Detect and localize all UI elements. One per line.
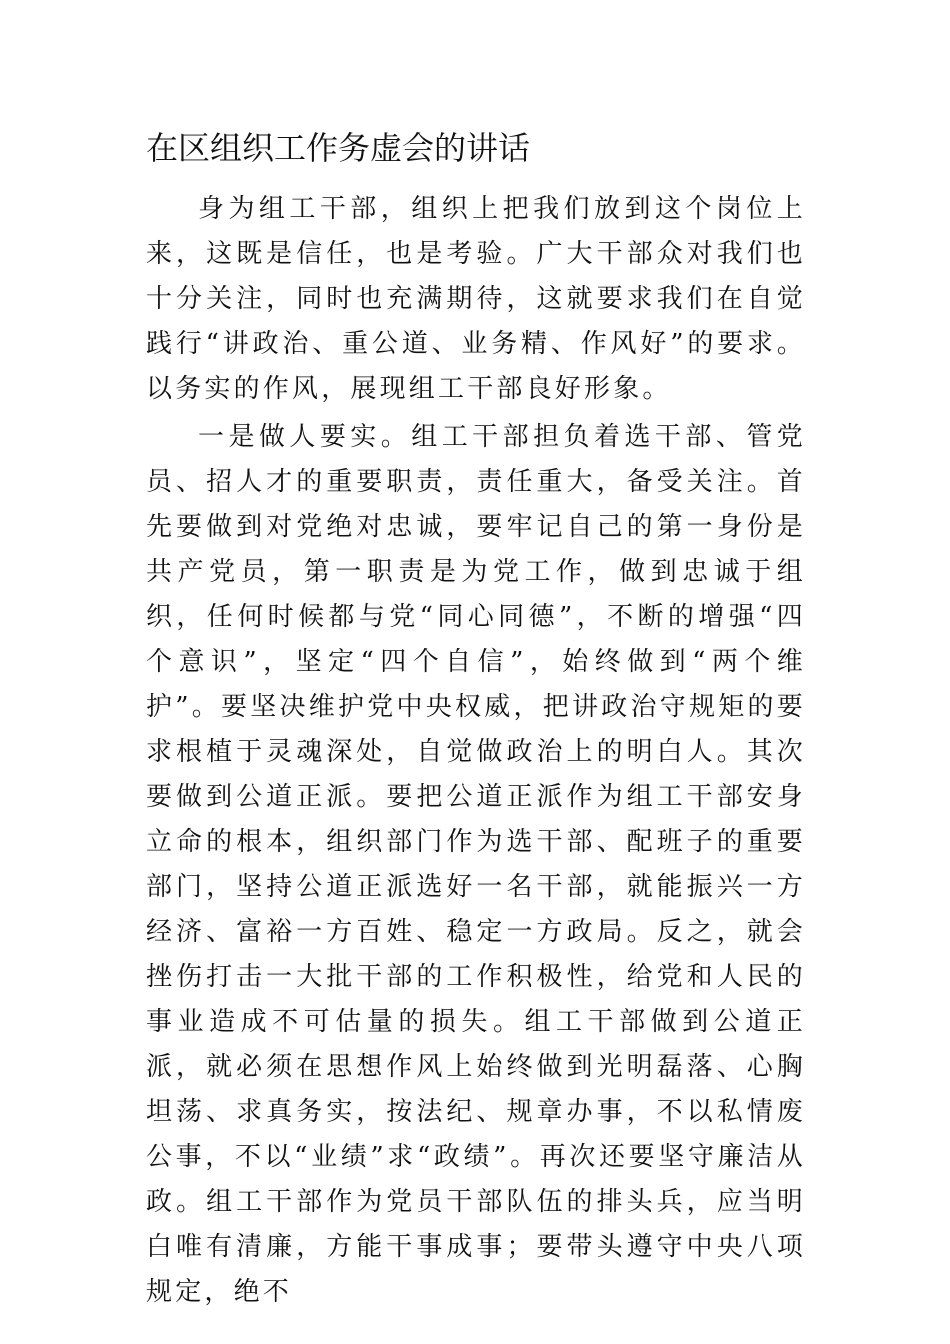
document-title: 在区组织工作务虚会的讲话 — [146, 129, 531, 167]
paragraph-intro: 身为组工干部，组织上把我们放到这个岗位上来，这既是信任，也是考验。广大干部众对我们也十分关注，同时也充满期待，这就要求我们在自觉践行“讲政治、重公道、业务精、作风好”的要求。以务实的作风，展现组工干部良好形象。 — [146, 194, 806, 404]
paragraph-point-one: 一是做人要实。组工干部担负着选干部、管党员、招人才的重要职责，责任重大，备受关注。首先要做到对党绝对忠诚，要牢记自己的第一身份是共产党员，第一职责是为党工作，做到忠诚于组织，任何时候都与党“同心同德”，不断的增强“四个意识”，坚定“四个自信”，始终做到“两个维护”。要坚决维护党中央权威，把讲政治守规矩的要求根植于灵魂深处，自觉做政治上的明白人。其次要做到公道正派。要把公道正派作为组工干部安身立命的根本，组织部门作为选干部、配班子的重要部门，坚持公道正派选好一名干部，就能振兴一方经济、富裕一方百姓、稳定一方政局。反之，就会挫伤打击一大批干部的工作积极性，给党和人民的事业造成不可估量的损失。组工干部做到公道正派，就必须在思想作风上始终做到光明磊落、心胸坦荡、求真务实，按法纪、规章办事，不以私情废公事，不以“业绩”求“政绩”。再次还要坚守廉洁从政。组工干部作为党员干部队伍的排头兵，应当明白唯有清廉，方能干事成事；要带头遵守中央八项规定，绝不 — [146, 422, 806, 1307]
